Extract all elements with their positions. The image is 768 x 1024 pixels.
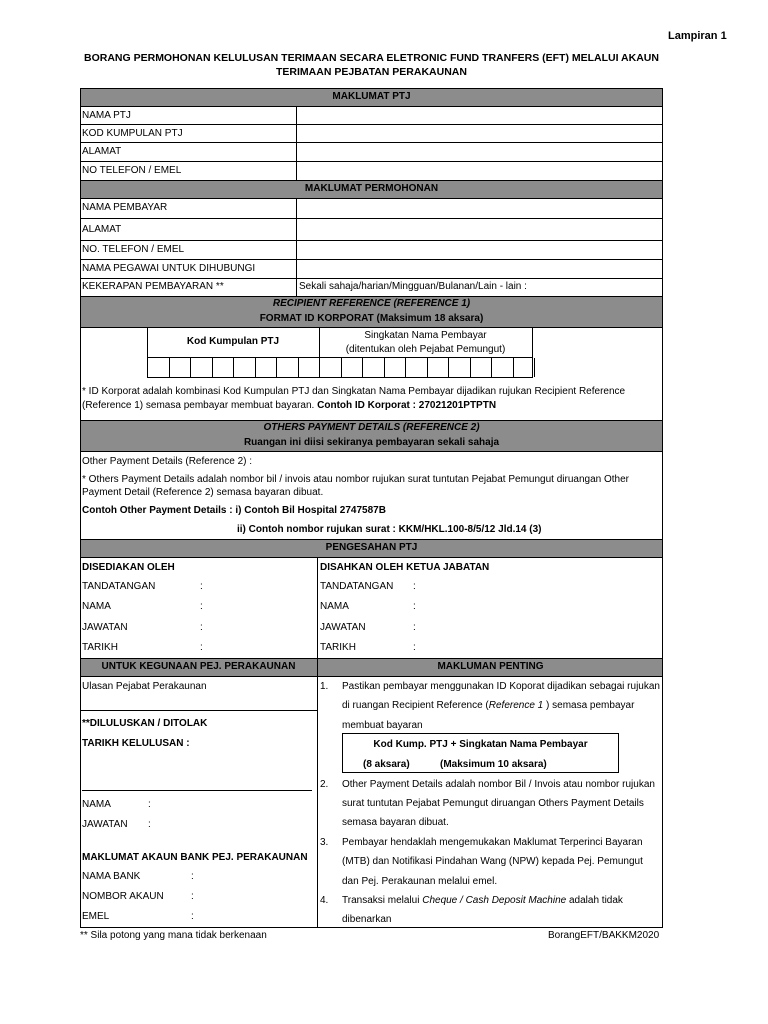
reference1-header: RECIPIENT REFERENCE (REFERENCE 1) xyxy=(272,298,471,309)
item3-line1: Pembayar hendaklah mengemukakan Maklumat Terperinci Bayaran xyxy=(342,837,643,848)
item3-number: 3. xyxy=(320,837,329,848)
row-nama-pegawai: NAMA PEGAWAI UNTUK DIHUBUNGI xyxy=(82,263,256,274)
lampiran-label: Lampiran 1 xyxy=(668,30,727,42)
id-korporat-cell[interactable] xyxy=(385,358,407,377)
item2-line3: semasa bayaran dibuat. xyxy=(342,817,449,828)
kod-kumpulan-col-header: Kod Kumpulan PTJ xyxy=(186,336,280,347)
pengesahan-header: PENGESAHAN PTJ xyxy=(325,542,418,553)
reference2-note-line2: Payment Detail (Reference 2) semasa bayaran dibuat. xyxy=(82,487,324,498)
row-nama-ptj: NAMA PTJ xyxy=(82,110,131,121)
alamat-pembayar-field[interactable] xyxy=(297,219,662,240)
item1-line3: membuat bayaran xyxy=(342,720,423,731)
signature-line xyxy=(82,790,312,791)
left-jawatan-colon: : xyxy=(200,622,203,633)
nama-pegawai-field[interactable] xyxy=(297,260,662,278)
bank-info-title: MAKLUMAT AKAUN BANK PEJ. PERAKAUNAN xyxy=(82,852,308,863)
id-korporat-cell[interactable] xyxy=(213,358,235,377)
nama-bank-colon: : xyxy=(191,871,194,882)
id-korporat-cell[interactable] xyxy=(234,358,256,377)
kegunaan-jawatan-colon: : xyxy=(148,819,151,830)
id-korporat-cell[interactable] xyxy=(342,358,364,377)
row-alamat-ptj: ALAMAT xyxy=(82,146,122,157)
row-kod-kumpulan-ptj: KOD KUMPULAN PTJ xyxy=(82,128,183,139)
ulasan-label: Ulasan Pejabat Perakaunan xyxy=(82,681,207,692)
row-telefon-pembayar: NO. TELEFON / EMEL xyxy=(82,244,185,255)
left-jawatan: JAWATAN xyxy=(82,622,128,633)
left-tandatangan-colon: : xyxy=(200,581,203,592)
id-korporat-cell[interactable] xyxy=(148,358,170,377)
id-korporat-cell[interactable] xyxy=(514,358,536,377)
item1-line1: Pastikan pembayar menggunakan ID Koporat dijadikan sebagai rujukan xyxy=(342,681,660,692)
kekerapan-value[interactable]: Sekali sahaja/harian/Mingguan/Bulanan/Lain - lain : xyxy=(299,281,527,292)
left-nama-colon: : xyxy=(200,601,203,612)
right-jawatan-colon: : xyxy=(413,622,416,633)
id-korporat-cell[interactable] xyxy=(492,358,514,377)
disediakan-oleh-title: DISEDIAKAN OLEH xyxy=(82,562,175,573)
reference2-example1: Contoh Other Payment Details : i) Contoh Bil Hospital 2747587B xyxy=(82,505,386,516)
right-tarikh-colon: : xyxy=(413,642,416,653)
id-format-box-line1: Kod Kump. PTJ + Singkatan Nama Pembayar xyxy=(373,739,588,750)
singkatan-col-note: (ditentukan oleh Pejabat Pemungut) xyxy=(345,344,506,355)
maklumat-ptj-header: MAKLUMAT PTJ xyxy=(332,91,411,102)
kegunaan-nama-colon: : xyxy=(148,799,151,810)
reference2-note-line1: * Others Payment Details adalah nombor bil / invois atau nombor rujukan surat tuntutan Pejabat Pemungut diruangan Other xyxy=(82,474,629,485)
reference1-note-line1: * ID Korporat adalah kombinasi Kod Kumpulan PTJ dan Singkatan Nama Pembayar dijadikan rujukan Recipient Reference xyxy=(82,386,626,397)
form-code: BorangEFT/BAKKM2020 xyxy=(548,930,660,941)
nama-pembayar-field[interactable] xyxy=(297,199,662,218)
diluluskan-ditolak: **DILULUSKAN / DITOLAK xyxy=(82,718,208,729)
id-korporat-cell[interactable] xyxy=(277,358,299,377)
kegunaan-jawatan: JAWATAN xyxy=(82,819,128,830)
item1-number: 1. xyxy=(320,681,329,692)
left-tandatangan: TANDATANGAN xyxy=(82,581,156,592)
id-korporat-cell[interactable] xyxy=(449,358,471,377)
id-format-box-8-aksara: (8 aksara) xyxy=(363,759,410,770)
row-alamat-pembayar: ALAMAT xyxy=(82,224,122,235)
makluman-header: MAKLUMAN PENTING xyxy=(437,661,544,672)
right-tandatangan-colon: : xyxy=(413,581,416,592)
reference2-subheader: Ruangan ini diisi sekiranya pembayaran sekali sahaja xyxy=(243,437,500,448)
item1-line2: di ruangan Recipient Reference (Reference 1 ) semasa pembayar xyxy=(342,700,635,711)
reference1-format: FORMAT ID KORPORAT (Maksimum 18 aksara) xyxy=(259,313,484,324)
id-korporat-cell[interactable] xyxy=(299,358,321,377)
item2-line2: surat tuntutan Pejabat Pemungut diruangan Others Payment Details xyxy=(342,798,644,809)
id-korporat-cell[interactable] xyxy=(170,358,192,377)
telefon-ptj-field[interactable] xyxy=(297,162,662,180)
item3-line3: dan Pej. Perakaunan melalui emel. xyxy=(342,876,498,887)
id-korporat-cell[interactable] xyxy=(191,358,213,377)
item4-number: 4. xyxy=(320,895,329,906)
right-tandatangan: TANDATANGAN xyxy=(320,581,394,592)
form-title-line1: BORANG PERMOHONAN KELULUSAN TERIMAAN SECARA ELETRONIC FUND TRANFERS (EFT) MELALUI AKAUN xyxy=(84,52,659,64)
id-korporat-cell[interactable] xyxy=(320,358,342,377)
left-nama: NAMA xyxy=(82,601,111,612)
id-korporat-cell[interactable] xyxy=(363,358,385,377)
row-kekerapan: KEKERAPAN PEMBAYARAN ** xyxy=(82,281,224,292)
row-telefon-ptj: NO TELEFON / EMEL xyxy=(82,165,182,176)
kod-kumpulan-ptj-field[interactable] xyxy=(297,125,662,142)
telefon-pembayar-field[interactable] xyxy=(297,241,662,259)
kegunaan-nama: NAMA xyxy=(82,799,111,810)
reference1-note-line2: (Reference 1) semasa pembayar membuat bayaran. Contoh ID Korporat : 27021201PTPTN xyxy=(82,400,497,411)
reference2-header: OTHERS PAYMENT DETAILS (REFERENCE 2) xyxy=(263,422,480,433)
emel: EMEL xyxy=(82,911,110,922)
item4-line1: Transaksi melalui Cheque / Cash Deposit Machine adalah tidak xyxy=(342,895,623,906)
id-format-box-10-aksara: (Maksimum 10 aksara) xyxy=(440,759,547,770)
right-jawatan: JAWATAN xyxy=(320,622,366,633)
id-korporat-cell[interactable] xyxy=(406,358,428,377)
left-tarikh: TARIKH xyxy=(82,642,118,653)
right-nama-colon: : xyxy=(413,601,416,612)
alamat-ptj-field[interactable] xyxy=(297,143,662,161)
id-korporat-cell[interactable] xyxy=(256,358,278,377)
kegunaan-header: UNTUK KEGUNAAN PEJ. PERAKAUNAN xyxy=(101,661,296,672)
emel-colon: : xyxy=(191,911,194,922)
form-title-line2: TERIMAAN PEJBATAN PERAKAUNAN xyxy=(276,66,467,78)
item4-line2: dibenarkan xyxy=(342,914,392,925)
disahkan-oleh-title: DISAHKAN OLEH KETUA JABATAN xyxy=(320,562,490,573)
id-korporat-cell[interactable] xyxy=(428,358,450,377)
id-korporat-cell[interactable] xyxy=(471,358,493,377)
nombor-akaun: NOMBOR AKAUN xyxy=(82,891,164,902)
footer-note: ** Sila potong yang mana tidak berkenaan xyxy=(80,930,267,941)
nama-bank: NAMA BANK xyxy=(82,871,141,882)
item2-line1: Other Payment Details adalah nombor Bil / Invois atau nombor rujukan xyxy=(342,779,655,790)
reference2-example2: ii) Contoh nombor rujukan surat : KKM/HKL.100-8/5/12 Jld.14 (3) xyxy=(237,524,542,535)
row-nama-pembayar: NAMA PEMBAYAR xyxy=(82,202,168,213)
item3-line2: (MTB) dan Notifikasi Pindahan Wang (NPW) kepada Pej. Pemungut xyxy=(342,856,643,867)
nombor-akaun-colon: : xyxy=(191,891,194,902)
item2-number: 2. xyxy=(320,779,329,790)
reference2-field-label: Other Payment Details (Reference 2) : xyxy=(82,456,253,467)
singkatan-col-header: Singkatan Nama Pembayar xyxy=(364,330,487,341)
tarikh-kelulusan: TARIKH KELULUSAN : xyxy=(82,738,190,749)
nama-ptj-field[interactable] xyxy=(297,107,662,124)
maklumat-permohonan-header: MAKLUMAT PERMOHONAN xyxy=(304,183,439,194)
right-tarikh: TARIKH xyxy=(320,642,356,653)
left-tarikh-colon: : xyxy=(200,642,203,653)
right-nama: NAMA xyxy=(320,601,349,612)
